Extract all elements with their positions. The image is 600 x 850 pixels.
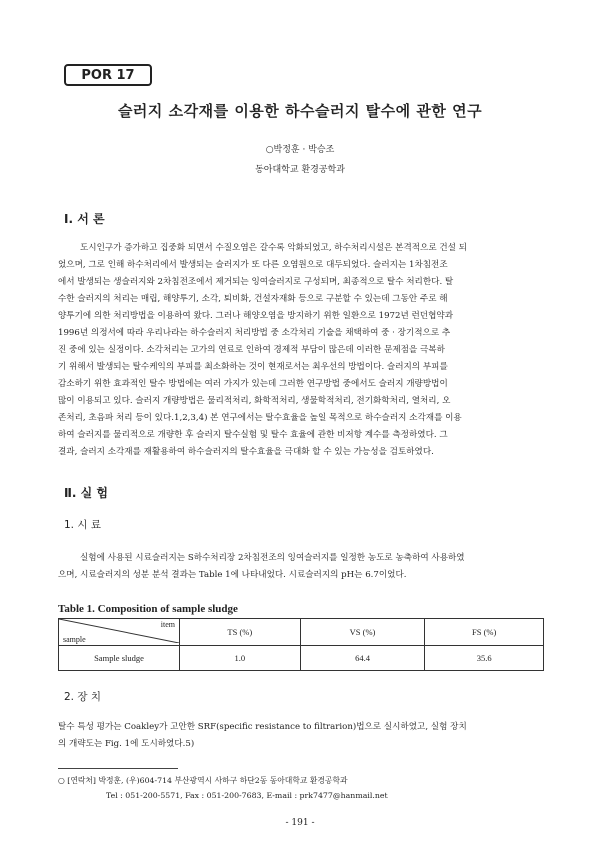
subsection-2-heading: 2. 장 치 bbox=[64, 691, 101, 703]
affiliation: 동아대학교 환경공학과 bbox=[255, 165, 345, 175]
table-cell-vs: 64.4 bbox=[300, 646, 425, 671]
section-1-body bbox=[58, 240, 544, 461]
footnote-divider bbox=[58, 768, 178, 769]
body-line: 감소하기 위한 효과적인 탈수 방법에는 여러 가지가 있는데 그러한 연구방법 중에서도 슬러지 개량방법이 bbox=[58, 379, 448, 389]
subsection-2-body bbox=[58, 719, 544, 753]
corner-top-label: item bbox=[160, 620, 175, 629]
section-1-heading: Ⅰ. 서 론 bbox=[64, 212, 105, 226]
body-line: 탈수 특성 평가는 Coakley가 고안한 SRF(specific resistance to filtrarion)법으로 실시하였고, 실험 장치 bbox=[58, 722, 467, 732]
body-line: 으며, 시료슬러지의 성분 분석 결과는 Table 1에 나타내었다. 시료슬러지의 pH는 6.7이었다. bbox=[58, 570, 407, 580]
body-line: 기 위해서 발생되는 탈수케익의 부피를 최소화하는 것이 현재로서는 최우선의 방법이다. 슬러지의 부피를 bbox=[58, 362, 448, 372]
body-line: 1996년 의정서에 따라 우리나라는 하수슬러지 처리방법 중 소각처리 기술을 채택하여 중 · 장기적으로 추 bbox=[58, 328, 451, 338]
footnote-contact: ○ [연락처] 박정훈, (우)604-714 부산광역시 사하구 하단2동 동아대학교 환경공학과 bbox=[58, 776, 348, 785]
table-header-ts: TS (%) bbox=[180, 619, 301, 646]
table-row bbox=[59, 646, 544, 671]
table-corner-cell bbox=[59, 619, 180, 646]
table-cell-fs: 35.6 bbox=[425, 646, 544, 671]
body-line: 결과, 슬러지 소각재를 재활용하여 하수슬러지의 탈수효율을 극대화 할 수 있는 가능성을 검토하였다. bbox=[58, 447, 434, 457]
section-2-heading: Ⅱ. 실 험 bbox=[64, 486, 109, 500]
body-line: 실험에 사용된 시료슬러지는 S하수처리장 2차침전조의 잉여슬러지를 일정한 농도로 농축하여 사용하였 bbox=[80, 553, 465, 563]
authors: ○박정훈 · 박승조 bbox=[265, 145, 335, 155]
body-line: 진 중에 있는 실정이다. 소각처리는 고가의 연료로 인하여 경제적 부담이 많은데 이러한 문제점을 극복하 bbox=[58, 345, 445, 355]
body-line: 존처리, 초음파 처리 등이 있다.1,2,3,4) 본 연구에서는 탈수효율을 높일 목적으로 하수슬러지 소각재를 이용 bbox=[58, 413, 462, 423]
table-row-label: Sample sludge bbox=[59, 646, 180, 671]
table-header-fs: FS (%) bbox=[425, 619, 544, 646]
body-line: 었으며, 그로 인해 하수처리에서 발생되는 슬러지가 또 다른 오염원으로 대두되었다. 슬러지는 1차침전조 bbox=[58, 260, 448, 270]
paper-title: 슬러지 소각재를 이용한 하수슬러지 탈수에 관한 연구 bbox=[117, 102, 483, 120]
body-line: 많이 이용되고 있다. 슬러지 개량방법은 물리적처리, 화학적처리, 생물학적처리, 전기화학처리, 열처리, 오 bbox=[58, 396, 451, 406]
body-line: 하여 슬러지를 물리적으로 개량한 후 슬러지 탈수실험 및 탈수 효율에 관한 비저항 계수를 측정하였다. 그 bbox=[58, 430, 448, 440]
body-line: 수한 슬러지의 처리는 매립, 해양투기, 소각, 퇴비화, 건설자재화 등으로 구분할 수 있는데 그동안 주로 해 bbox=[58, 294, 448, 304]
body-line: 의 개략도는 Fig. 1에 도시하였다.5) bbox=[58, 739, 195, 749]
corner-bottom-label: sample bbox=[63, 635, 86, 644]
table-cell-ts: 1.0 bbox=[180, 646, 301, 671]
subsection-1-body bbox=[58, 550, 544, 584]
body-line: 도시인구가 증가하고 집중화 되면서 수질오염은 갈수록 악화되었고, 하수처리시설은 본격적으로 건설 되 bbox=[80, 243, 468, 253]
body-line: 에서 발생되는 생슬러지와 2차침전조에서 제거되는 잉여슬러지로 구성되며, 최종적으로 탈수 처리한다. 탈 bbox=[58, 277, 454, 287]
table-header-vs: VS (%) bbox=[300, 619, 425, 646]
composition-table bbox=[58, 618, 544, 671]
paper-code-tag: POR 17 bbox=[64, 64, 152, 86]
body-line: 양투기에 의한 처리방법을 이용하여 왔다. 그러나 해양오염을 방지하기 위한 일환으로 1972년 런던협약과 bbox=[58, 311, 454, 321]
page-number: - 191 - bbox=[285, 818, 315, 828]
footnote-phone-email: Tel : 051-200-5571, Fax : 051-200-7683, E-mail : prk7477@hanmail.net bbox=[106, 791, 388, 800]
subsection-1-heading: 1. 시 료 bbox=[64, 519, 101, 531]
table-caption: Table 1. Composition of sample sludge bbox=[58, 603, 238, 615]
